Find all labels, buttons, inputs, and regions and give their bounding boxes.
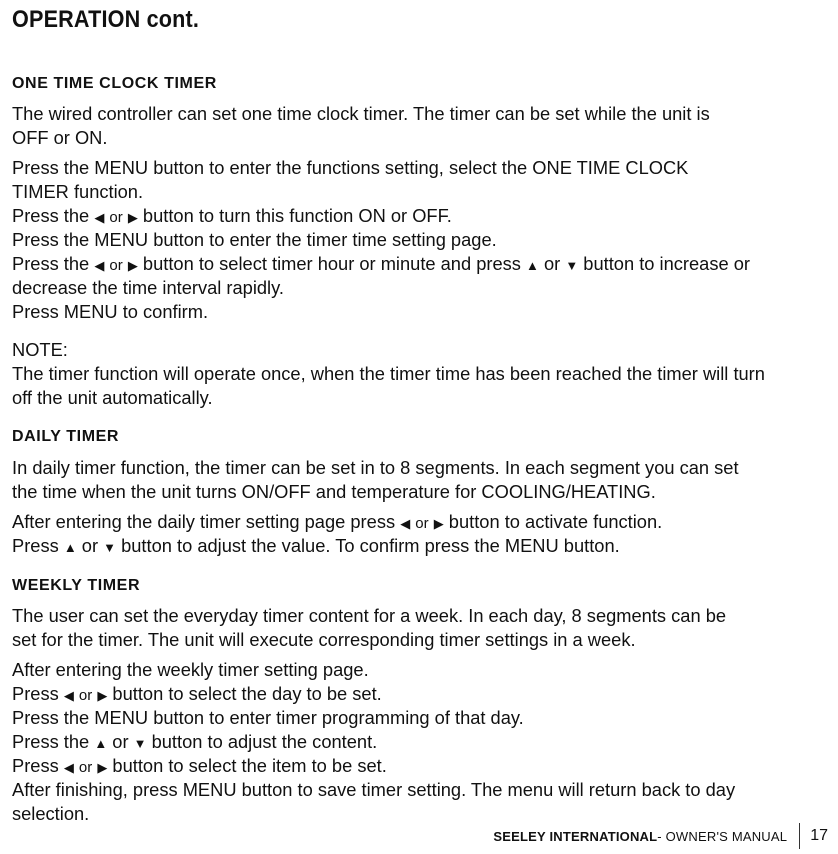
weekly-text: set for the timer. The unit will execute corresponding timer settings in a week. [12, 629, 636, 650]
or-glyph-text: or [109, 209, 123, 226]
or-glyph-text: or [78, 687, 93, 704]
up-arrow-icon: ▲ [94, 736, 108, 751]
weekly-text: The user can set the everyday timer content for a week. In each day, 8 segments can be [12, 605, 727, 626]
down-arrow-icon: ▼ [565, 258, 579, 273]
right-arrow-icon: ▶ [433, 516, 444, 531]
left-arrow-icon: ◀ [400, 516, 411, 531]
daily-text [12, 510, 662, 536]
weekly-text: After entering the weekly timer setting page. [12, 659, 369, 680]
text-run: After entering the daily timer setting page press [12, 511, 401, 532]
daily-text [12, 534, 620, 560]
page-title: OPERATION cont. [12, 6, 200, 33]
left-arrow-icon: ◀ [94, 210, 105, 225]
text-run: Press [12, 535, 64, 556]
down-arrow-icon: ▼ [103, 540, 117, 555]
daily-text: the time when the unit turns ON/OFF and temperature for COOLING/HEATING. [12, 481, 656, 502]
one-time-text [12, 204, 452, 230]
one-time-text [12, 252, 750, 278]
or-glyph-text: or [109, 257, 123, 274]
section-heading-weekly: WEEKLY TIMER [12, 577, 141, 594]
right-arrow-icon: ▶ [127, 258, 138, 273]
left-arrow-icon: ◀ [63, 688, 74, 703]
text-run: button to increase or [578, 253, 750, 274]
one-time-text: Press the MENU button to enter the functions setting, select the ONE TIME CLOCK [12, 157, 689, 178]
weekly-text: After finishing, press MENU button to save timer setting. The menu will return back to day [12, 779, 736, 800]
text-run: button to adjust the value. To confirm press the MENU button. [116, 535, 620, 556]
text-run: button to turn this function ON or OFF. [137, 205, 452, 226]
left-arrow-icon: ◀ [63, 760, 74, 775]
or-glyph-text: or [415, 515, 429, 532]
section-heading-one-time: ONE TIME CLOCK TIMER [12, 75, 217, 92]
footer-brand: SEELEY INTERNATIONAL [493, 828, 658, 844]
one-time-text: Press the MENU button to enter the timer time setting page. [12, 229, 497, 250]
note-text: off the unit automatically. [12, 387, 213, 408]
footer-manual-label: - OWNER'S MANUAL [657, 828, 788, 844]
page-number: 17 [810, 827, 828, 844]
section-heading-daily: DAILY TIMER [12, 428, 120, 445]
text-run: Press [12, 683, 64, 704]
text-run: button to select the day to be set. [107, 683, 382, 704]
text-run: Press the [12, 731, 95, 752]
note-text: The timer function will operate once, when the timer time has been reached the timer will turn [12, 363, 765, 384]
daily-text: In daily timer function, the timer can be set in to 8 segments. In each segment you can set [12, 457, 739, 478]
footer-divider [799, 823, 800, 849]
or-text: or [543, 253, 561, 274]
text-run: Press [12, 755, 64, 776]
text-run: button to select the item to be set. [107, 755, 387, 776]
up-arrow-icon: ▲ [63, 540, 77, 555]
or-text: or [81, 535, 99, 556]
down-arrow-icon: ▼ [133, 736, 147, 751]
weekly-text [12, 682, 382, 708]
page-footer [493, 823, 838, 849]
one-time-text: OFF or ON. [12, 127, 108, 148]
text-run: button to adjust the content. [146, 731, 378, 752]
note-label: NOTE: [12, 339, 68, 360]
text-run: button to select timer hour or minute and press [137, 253, 527, 274]
weekly-text [12, 730, 377, 756]
up-arrow-icon: ▲ [526, 258, 539, 273]
one-time-text: Press MENU to confirm. [12, 301, 209, 322]
one-time-text: decrease the time interval rapidly. [12, 277, 284, 298]
text-run: Press the [12, 253, 95, 274]
left-arrow-icon: ◀ [94, 258, 105, 273]
one-time-text: The wired controller can set one time clock timer. The timer can be set while the unit is [12, 103, 710, 124]
text-run: Press the [12, 205, 95, 226]
weekly-text: selection. [12, 803, 90, 824]
right-arrow-icon: ▶ [97, 760, 108, 775]
text-run: button to activate function. [443, 511, 663, 532]
right-arrow-icon: ▶ [97, 688, 108, 703]
weekly-text [12, 754, 387, 780]
or-text: or [112, 731, 129, 752]
right-arrow-icon: ▶ [127, 210, 138, 225]
weekly-text: Press the MENU button to enter timer programming of that day. [12, 707, 524, 728]
one-time-text: TIMER function. [12, 181, 144, 202]
or-glyph-text: or [78, 759, 93, 776]
